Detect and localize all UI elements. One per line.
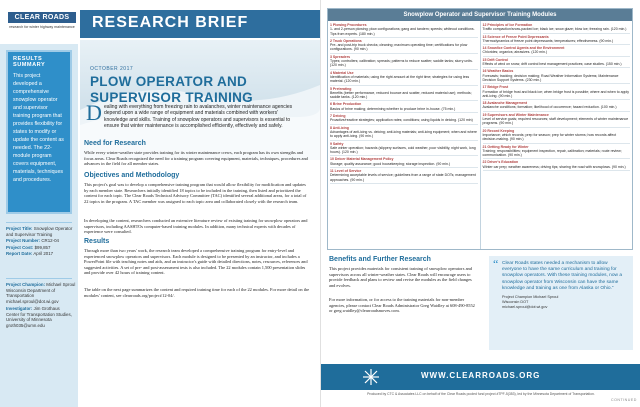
module-row xyxy=(483,57,631,69)
meta-value: $99,857 xyxy=(34,244,51,250)
module-title: 9 Safety xyxy=(330,141,344,146)
module-title: 22 Driver's Education xyxy=(482,160,519,165)
module-title: 21 Getting Ready for Winter xyxy=(482,144,529,149)
module-desc: Traffic compaction/snow-packed ice; black ice; snow glaze; blow ice; freezing rain. (120 min.) xyxy=(482,27,627,32)
module-desc: Training; responsibilities; equipment inspection, repair, calibration; materials; route review; communication. (90 min.) xyxy=(482,148,622,158)
module-row xyxy=(483,128,631,144)
snowflake-icon xyxy=(361,367,401,387)
meta-label: Project Number: xyxy=(6,238,41,244)
module-desc: Advantages of anti-icing vs. deicing; anti-icing materials; anti-icing equipment; when and where to apply anti-icing. (90 min.) xyxy=(330,129,477,139)
module-title: 13 Science of Freeze Point Depressants xyxy=(482,34,549,39)
contact-email[interactable]: michael.sproul@dot.wi.gov xyxy=(6,298,59,304)
module-title: 8 Anti-icing xyxy=(330,125,349,130)
module-row xyxy=(330,38,478,54)
module-desc: Level of service goals; required resources; staff development; elements of winter maintenance programs. (90 min.) xyxy=(482,117,629,126)
meta-row xyxy=(6,238,76,244)
heading-objectives: Objectives and Methodology xyxy=(84,172,180,179)
table-title: Snowplow Operator and Supervisor Training Modules xyxy=(328,9,632,21)
contact-label: Investigator: xyxy=(6,306,33,311)
module-title: 3 Spreaders xyxy=(330,54,351,59)
module-title: 12 Principles of Ice Formation xyxy=(482,23,533,27)
heading-results: Results xyxy=(84,238,110,245)
paragraph-need: While every winter-weather state provides training for its winter maintenance crews, each program has its own strengths and focus areas. Clear Roads recognized the need for a training program covering equipment, materials, techniques, procedures and advances in the field for all member states. xyxy=(84,150,308,167)
module-title: 1 Plowing Procedures xyxy=(330,23,367,27)
module-row xyxy=(483,22,631,34)
footer-credit: Produced by CTC & Associates LLC on behalf of the Clear Roads pooled fund project #TPF-5(353), led by the Minnesota Department of Transportation. xyxy=(367,392,595,396)
modules-column-right xyxy=(480,21,633,249)
contact-name: Michael Sproul xyxy=(46,282,76,287)
contact-label: Project Champion: xyxy=(6,282,46,287)
series-title: RESEARCH BRIEF xyxy=(92,14,249,31)
module-row xyxy=(483,45,631,57)
meta-label: Project Cost: xyxy=(6,244,34,250)
paragraph-results: Through more than two years' work, the research team developed a comprehensive training program for entry-level and experienced snowplow operators and supervisors. Each module is designed to be presented by an instructor, and includes a PowerPoint file with teaching notes and aids, and an instructor's guide with detailed directions, notes, resources, references and suggested activities. A set of pre- and post-assessment tests is also included. The 22 modules contain 1,500 presentation slides and provide over 42 hours of training content. xyxy=(84,248,308,276)
module-title: 18 Avalanche Management xyxy=(482,101,527,106)
modules-table xyxy=(327,8,633,250)
module-row xyxy=(330,168,478,184)
module-desc: Proactive/reactive strategies; application rates; conditions; using liquids in deicing. (120 min) xyxy=(330,118,473,123)
quote-email[interactable]: michael.sproul@dot.wi.gov xyxy=(502,304,548,309)
meta-value: CR12-04 xyxy=(41,238,59,244)
module-row xyxy=(330,101,478,113)
quote-text: Clear Roads states needed a mechanism to allow everyone to have the same curriculum and training for snowplow operators. With these training modules, now a snowplow operator from Wisconsin can have the same knowledge and training as one from Alaska or Ohio.” xyxy=(502,261,622,291)
module-row xyxy=(330,22,478,38)
meta-value: Snowplow Operator and Supervisor Training xyxy=(6,226,73,237)
module-row xyxy=(483,84,631,100)
module-desc: Avalanche conditions; formation; likelihood of occurrence; hazard reduction. (100 min.) xyxy=(482,105,617,110)
quote-mark-icon: “ xyxy=(493,257,499,271)
results-summary xyxy=(6,50,72,214)
modules-column-left xyxy=(328,21,480,249)
heading-benefits: Benefits and Further Research xyxy=(329,256,431,263)
quote-org: Wisconsin DOT xyxy=(502,299,529,304)
meta-value: April 2017 xyxy=(33,251,54,257)
quote-role: Project Champion Michael Sproul xyxy=(502,295,559,300)
meta-row xyxy=(6,245,76,251)
module-row xyxy=(330,54,478,70)
module-desc: Determining acceptable levels of service; guidelines from a range of state DOTs; management approaches. (90 min.) xyxy=(330,173,476,182)
module-desc: Chlorides; organics; abrasives. (120 min.) xyxy=(482,50,548,55)
module-row xyxy=(483,144,631,160)
module-title: 7 Deicing xyxy=(330,114,346,119)
contact-name: Jim Grothaus xyxy=(33,306,60,311)
intro-paragraph: ealing with everything from freezing rain to avalanches, winter maintenance agencies depend upon a wide range of equipment and materials combined with workers' knowledge and skills. Training of snowplow operators and supervisors is essential to ensure that winter maintenance is accomplished efficiently, effectively and safely. xyxy=(104,104,293,130)
issue-date: OCTOBER 2017 xyxy=(90,66,134,72)
logo-text: CLEAR ROADS xyxy=(8,12,76,23)
footer-url[interactable]: WWW.CLEARROADS.ORG xyxy=(421,371,541,380)
module-row xyxy=(330,113,478,125)
project-meta xyxy=(6,226,76,257)
module-desc: Formation of bridge frost and black ice; when bridge frost is possible; where and when to apply anti-icing. (90 min.) xyxy=(482,89,629,98)
module-title: 16 Weather Basics xyxy=(482,69,514,74)
heading-need: Need for Research xyxy=(84,140,146,147)
module-title: 15 Drift Control xyxy=(482,57,508,62)
module-row xyxy=(483,34,631,46)
module-desc: Effects of wind on snow; drift control best management practices; case studies. (150 min.) xyxy=(482,62,622,67)
module-desc: Importance; which records; prep for season; prep for winter storms; how records affect decision-making. (90 min.) xyxy=(482,132,617,142)
module-row xyxy=(330,141,478,157)
paragraph-objectives: This project's goal was to develop a comprehensive training program that would allow flexibility for modification and updates by each member state. Researchers initially identified 18 topics to be included in the training, then listed and prioritized the content for each topic. The Clear Roads Technical Advisory Committee (TAC) identified several additional areas, for a total of 22 topics in the program. A TAC member was assigned to each topic area and collaborated closely with the research team. xyxy=(84,182,307,204)
module-title: 17 Bridge Frost xyxy=(482,85,509,90)
page-title: PLOW OPERATOR AND SUPERVISOR TRAINING xyxy=(90,74,253,105)
divider xyxy=(6,222,72,223)
pull-quote xyxy=(489,256,633,350)
module-desc: 1- and 2-person plowing; plow configurations; gang and tandem; speeds; whiteout conditions. Tips from experts. (180 min.) xyxy=(330,27,475,36)
module-title: 5 Pretreating xyxy=(330,86,352,91)
module-desc: Pre- and post-trip truck checks; cleaning; maximum operating time; certifications for plow configurations. (90 min.) xyxy=(330,43,468,52)
module-title: 11 Level of Service xyxy=(330,169,362,174)
meta-row xyxy=(6,251,76,257)
module-row xyxy=(330,86,478,102)
summary-text: This project developed a comprehensive snowplow operator and supervisor training program that provides flexibility for states to modify or update the content as needed. The 22-module program covers equipment, materials, techniques and procedures. xyxy=(13,73,64,183)
module-desc: Winter car prep; weather awareness; driving tips; sharing the road with snowplows. (90 min.) xyxy=(482,164,626,169)
module-desc: Forecasts; tracking; decision making; Road Weather Information Systems; Maintenance Decision Support Systems. (230 min.) xyxy=(482,73,619,82)
module-title: 2 Truck Operations xyxy=(330,38,362,43)
module-row xyxy=(483,112,631,128)
drop-cap: D xyxy=(86,100,102,125)
contact-org: Wisconsin Department of Transportation xyxy=(6,287,56,299)
module-desc: Safe winter operation; hazards (slippery surfaces, cold weather, poor visibility, night work, long hours). (120 min.) xyxy=(330,145,476,155)
module-title: 20 Record Keeping xyxy=(482,128,515,133)
module-row xyxy=(483,159,631,171)
paragraph-benefits: This project provides materials for consistent training of snowplow operators and supervisors across all winter-weather states. Clear Roads will encourage users to provide feedback and plans to review and revise the modules as the field changes and evolves. xyxy=(329,266,472,288)
module-row xyxy=(330,70,478,86)
contact-org: Center for Transportation Studies, University of Minnesota xyxy=(6,311,72,323)
module-desc: Basics of brine making; determining whether to produce brine in-house. (75 min.) xyxy=(330,106,456,111)
module-row xyxy=(330,125,478,141)
right-page xyxy=(320,0,640,407)
continued-label: CONTINUED xyxy=(611,398,637,402)
module-title: 14 Snow/Ice Control Agents and the Environment xyxy=(482,46,565,51)
module-row xyxy=(330,156,478,168)
logo-tagline: research for winter highway maintenance xyxy=(9,25,75,29)
module-row xyxy=(483,100,631,112)
divider xyxy=(6,278,72,279)
meta-label: Project Title: xyxy=(6,226,33,231)
module-row xyxy=(483,68,631,84)
contact-email[interactable]: groth035@umn.edu xyxy=(6,322,45,328)
paragraph-contact: For more information, or for access to the training materials for non-member agencies, please contact Clear Roads Administrator Greg Waidley at 608-490-8552 or greg.waidley@clearroadsmoves.com. xyxy=(329,297,475,314)
module-title: 6 Brine Production xyxy=(330,102,362,107)
module-desc: Thermodynamics of freeze point depressants; temperatures; effectiveness. (90 min.) xyxy=(482,38,614,43)
contact-investigator xyxy=(6,306,76,328)
meta-label: Report Date: xyxy=(6,251,33,257)
paragraph-literature: In developing the content, researchers conducted an extensive literature review of existing training for snowplow operators and supervisors, including AASHTOs computer-based training modules. In addition, many technical experts with decades of experience were consulted. xyxy=(84,218,308,235)
summary-heading: RESULTS SUMMARY xyxy=(13,56,46,68)
module-title: 4 Material Use xyxy=(330,70,354,75)
module-desc: Identification of materials; using the right amount at the right time; strategies for using less material. (120 min.) xyxy=(330,74,470,84)
meta-row xyxy=(6,226,76,237)
module-desc: Types; controllers; calibration; spreads; patterns to reduce scatter; saddle tanks; slurry units. (120 min.) xyxy=(330,59,473,68)
module-desc: Storage; quality assurance; good housekeeping; storage inspection. (90 min.) xyxy=(330,161,451,166)
clear-roads-logo xyxy=(8,12,76,38)
module-title: 10 Deicer Material Management Policy xyxy=(330,157,394,162)
quote-attribution xyxy=(494,295,628,309)
module-desc: Benefits (better performance, reduced bounce and scatter, reduced material use); methods; saddle tanks. (120 min.) xyxy=(330,90,472,100)
footer-icons xyxy=(361,367,401,392)
paragraph-table-note: The table on the next page summarizes the content and required training time for each of the 22 modules. For more detail on the modules' content, see clearroads.org/project/12-04/. xyxy=(84,287,310,298)
contact-champion xyxy=(6,282,76,304)
module-title: 19 Supervisors and Winter Maintenance xyxy=(482,112,549,117)
